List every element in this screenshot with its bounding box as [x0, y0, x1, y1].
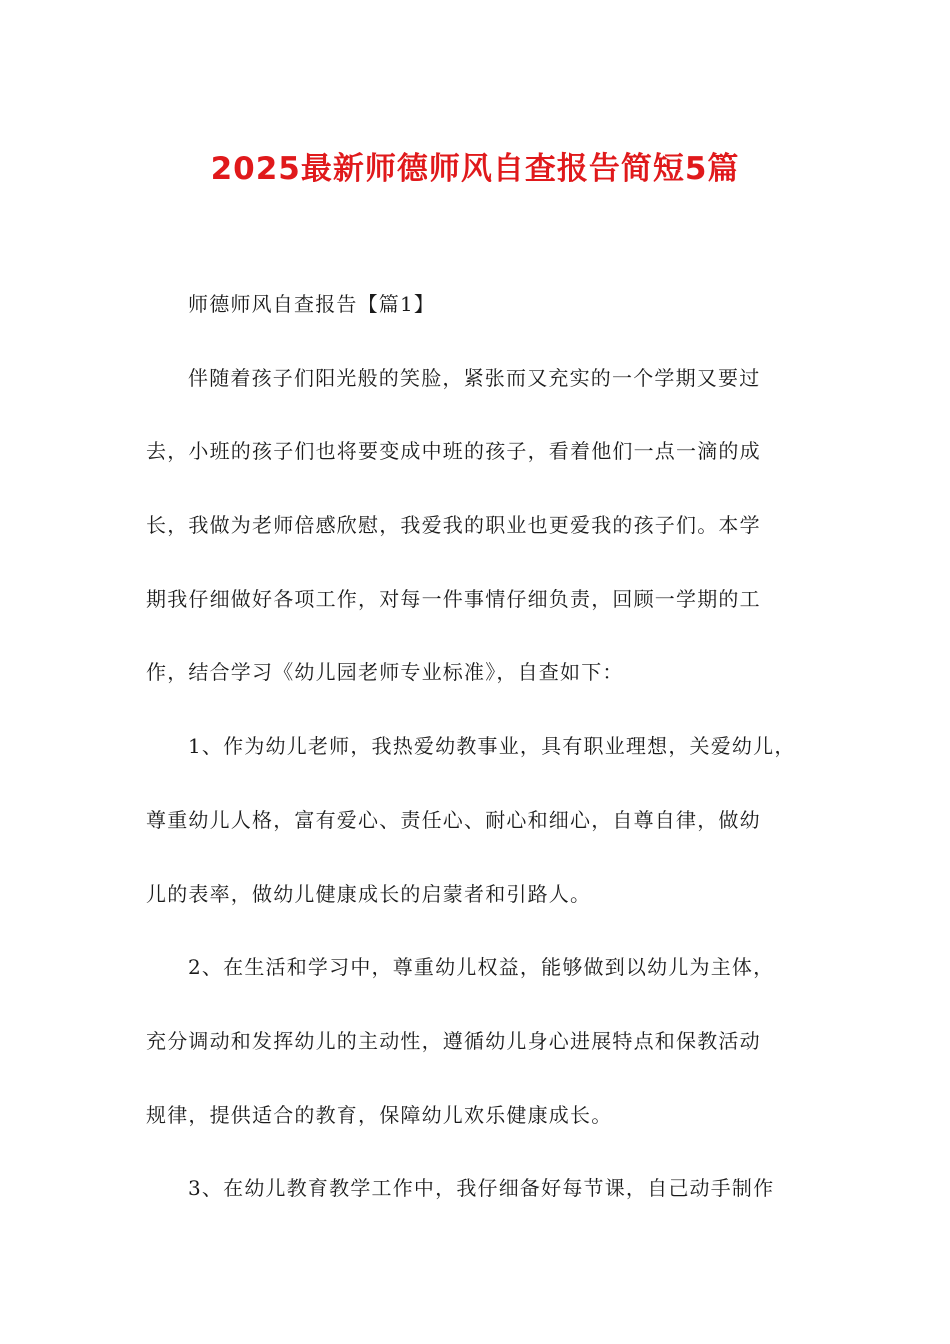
- text-line: 期我仔细做好各项工作，对每一件事情仔细负责，回顾一学期的工: [146, 586, 761, 611]
- text-line: 3、在幼儿教育教学工作中，我仔细备好每节课，自己动手制作: [188, 1176, 775, 1201]
- text-line: 作，结合学习《幼儿园老师专业标准》，自查如下：: [146, 660, 624, 685]
- text-line: 2、在生活和学习中，尊重幼儿权益，能够做到以幼儿为主体，: [188, 955, 775, 980]
- document-body: [146, 268, 806, 1226]
- text-line: 充分调动和发挥幼儿的主动性，遵循幼儿身心进展特点和保教活动: [146, 1028, 761, 1053]
- text-line: 师德师风自查报告【篇1】: [188, 292, 436, 316]
- document-title: 2025最新师德师风自查报告简短5篇: [210, 151, 740, 187]
- text-line: 伴随着孩子们阳光般的笑脸，紧张而又充实的一个学期又要过: [188, 365, 761, 390]
- text-line: 规律，提供适合的教育，保障幼儿欢乐健康成长。: [146, 1102, 613, 1127]
- text-line: 去，小班的孩子们也将要变成中班的孩子，看着他们一点一滴的成: [146, 439, 761, 464]
- text-line: 1、作为幼儿老师，我热爱幼教事业，具有职业理想，关爱幼儿，: [188, 734, 796, 759]
- text-line: 尊重幼儿人格，富有爱心、责任心、耐心和细心，自尊自律，做幼: [146, 807, 761, 832]
- text-line: 长，我做为老师倍感欣慰，我爱我的职业也更爱我的孩子们。本学: [146, 513, 761, 538]
- text-line: 儿的表率，做幼儿健康成长的启蒙者和引路人。: [146, 881, 592, 906]
